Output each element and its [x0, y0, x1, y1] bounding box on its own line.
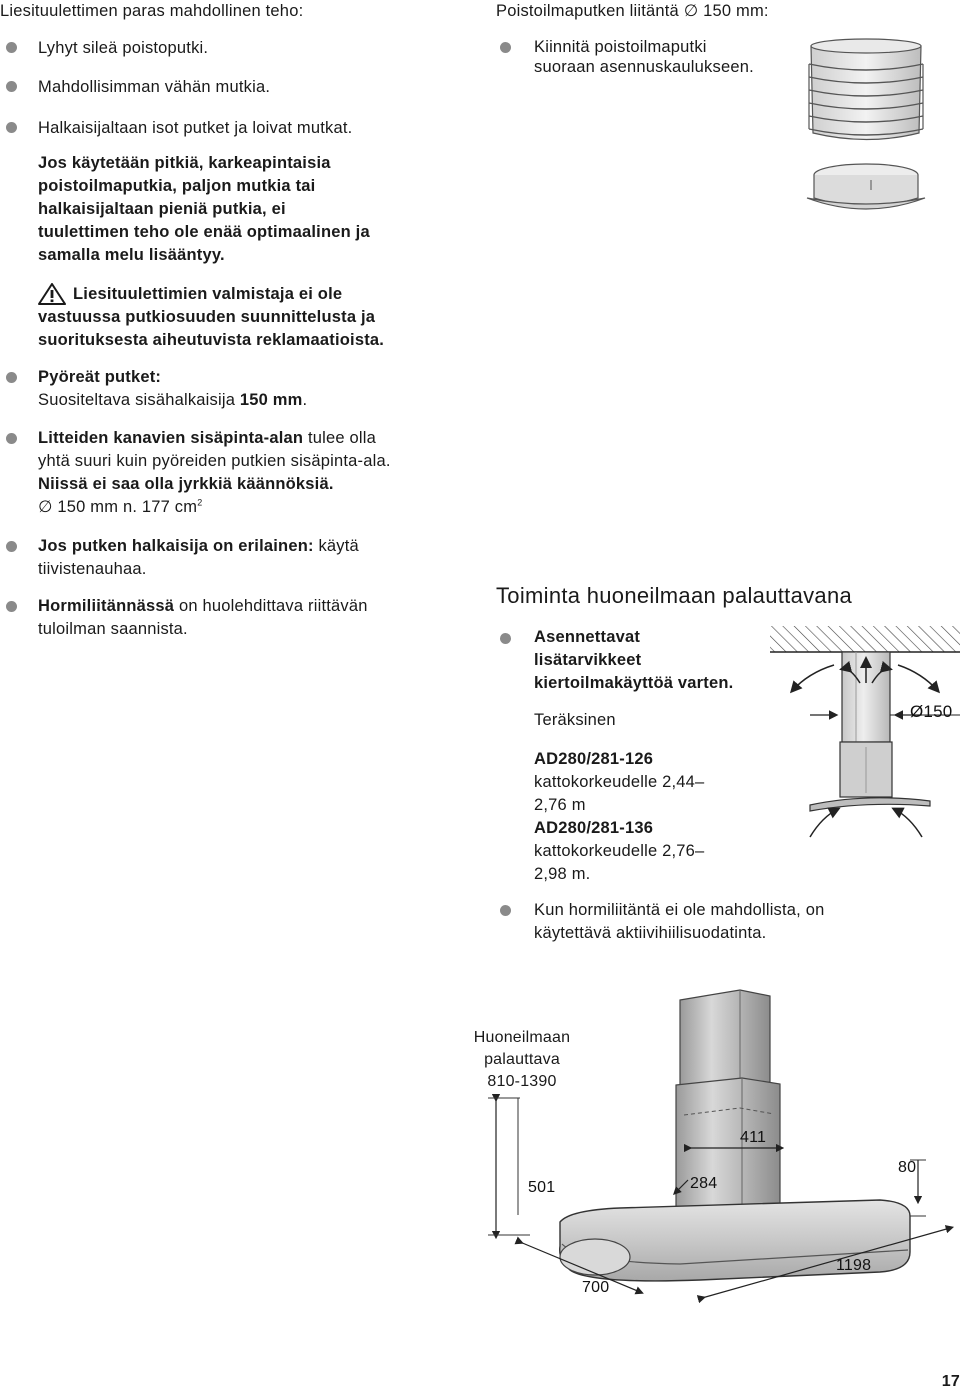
bullet-dot	[6, 372, 17, 383]
round-pipes-title: Pyöreät putket:	[38, 368, 162, 386]
dimension-284: 284	[690, 1175, 718, 1192]
model-height: 2,98 m.	[534, 865, 591, 883]
round-pipes-text: Suositeltava sisähalkaisija 150 mm.	[38, 391, 308, 409]
bullet-dot	[500, 905, 511, 916]
flat-ducts	[38, 427, 391, 519]
left-heading: Liesituulettimen paras mahdollinen teho:	[0, 2, 304, 20]
flat-ducts-line: Niissä ei saa olla jyrkkiä käännöksiä.	[38, 475, 334, 493]
bullet-dot	[500, 633, 511, 644]
diameter-label: Ø150	[910, 702, 953, 721]
recirculation-label-line: Huoneilmaan	[473, 1029, 571, 1046]
right-heading: Poistoilmaputken liitäntä ∅ 150 mm:	[496, 2, 769, 20]
attach-pipe-line: suoraan asennuskaulukseen.	[534, 58, 754, 76]
dimension-80: 80	[898, 1159, 917, 1176]
performance-note-line: halkaisijaltaan pieniä putkia, ei	[38, 200, 286, 218]
model-code: AD280/281-136	[534, 819, 654, 837]
diameter-symbol: ∅	[683, 2, 699, 20]
dimension-1198: 1198	[836, 1257, 872, 1274]
performance-note	[38, 152, 370, 267]
bullet-dot	[6, 42, 17, 53]
diameter-symbol: ∅	[38, 498, 53, 516]
accessories	[534, 626, 733, 695]
flat-ducts-line: yhtä suuri kuin pyöreiden putkien sisäpinta-ala.	[38, 452, 391, 470]
model-height: 2,76 m	[534, 796, 586, 814]
dimension-501: 501	[528, 1179, 556, 1196]
recirculation-label	[464, 1027, 580, 1093]
performance-note-line: Jos käytetään pitkiä, karkeapintaisia	[38, 154, 331, 172]
different-diameter-line: tiivistenauhaa.	[38, 560, 147, 578]
steel-label: Teräksinen	[534, 711, 616, 729]
round-pipes	[38, 366, 307, 412]
flat-ducts-area: ∅ 150 mm n. 177 $cm^2$	[38, 497, 203, 516]
warning-note-line: vastuussa putkiosuuden suunnittelusta ja	[38, 308, 376, 326]
bullet-dot	[6, 541, 17, 552]
accessories-line: kiertoilmakäyttöä varten.	[534, 674, 734, 692]
accessories-line: Asennettavat	[534, 628, 641, 646]
bullet-few-bends: Mahdollisimman vähän mutkia.	[38, 78, 271, 96]
performance-note-line: poistoilmaputkia, paljon mutkia tai	[38, 177, 316, 195]
different-diameter	[38, 535, 359, 581]
performance-note-line: samalla melu lisääntyy.	[38, 246, 225, 264]
recirculation-diagram	[770, 625, 960, 840]
carbon-filter-line: käytettävä aktiivihiilisuodatinta.	[534, 924, 767, 942]
bullet-dot	[500, 42, 511, 53]
carbon-filter-note	[534, 899, 825, 945]
recirculation-label-line: palauttava	[484, 1051, 560, 1068]
bullet-large-pipes: Halkaisijaltaan isot putket ja loivat mutkat.	[38, 119, 353, 137]
warning-note-line: Liesituulettimien valmistaja ei ole	[73, 285, 343, 303]
bullet-dot	[6, 601, 17, 612]
wall-connection-line: tuloilman saannista.	[38, 620, 188, 638]
dimension-411: 411	[740, 1129, 767, 1146]
performance-note-line: tuulettimen teho ole enää optimaalinen ja	[38, 223, 370, 241]
flat-ducts-line: Litteiden kanavien sisäpinta-alan tulee olla	[38, 429, 377, 447]
bullet-dot	[6, 433, 17, 444]
warning-note-line: suorituksesta aiheutuvista reklamaatioista.	[38, 331, 385, 349]
flexible-pipe-illustration	[805, 38, 930, 228]
section-title: Toiminta huoneilmaan palauttavana	[496, 583, 853, 608]
attach-pipe	[534, 37, 754, 77]
model-height: kattokorkeudelle 2,44–	[534, 773, 705, 791]
bullet-dot	[6, 81, 17, 92]
dimension-700: 700	[582, 1279, 610, 1296]
model-height: kattokorkeudelle 2,76–	[534, 842, 705, 860]
accessories-line: lisätarvikkeet	[534, 651, 642, 669]
model-code: AD280/281-126	[534, 750, 654, 768]
recirculation-label-line: 810-1390	[487, 1073, 557, 1090]
wall-connection-line: Hormiliitännässä on huolehdittava riittävän	[38, 597, 368, 615]
bullet-short-pipe: Lyhyt sileä poistoputki.	[38, 39, 209, 57]
wall-connection	[38, 595, 368, 641]
warning-note	[38, 283, 384, 352]
different-diameter-line: Jos putken halkaisija on erilainen: käytä	[38, 537, 359, 555]
bullet-dot	[6, 122, 17, 133]
carbon-filter-line: Kun hormiliitäntä ei ole mahdollista, on	[534, 901, 825, 919]
page-number: 17	[941, 1373, 960, 1390]
attach-pipe-line: Kiinnitä poistoilmaputki	[534, 38, 707, 56]
models	[534, 748, 704, 886]
